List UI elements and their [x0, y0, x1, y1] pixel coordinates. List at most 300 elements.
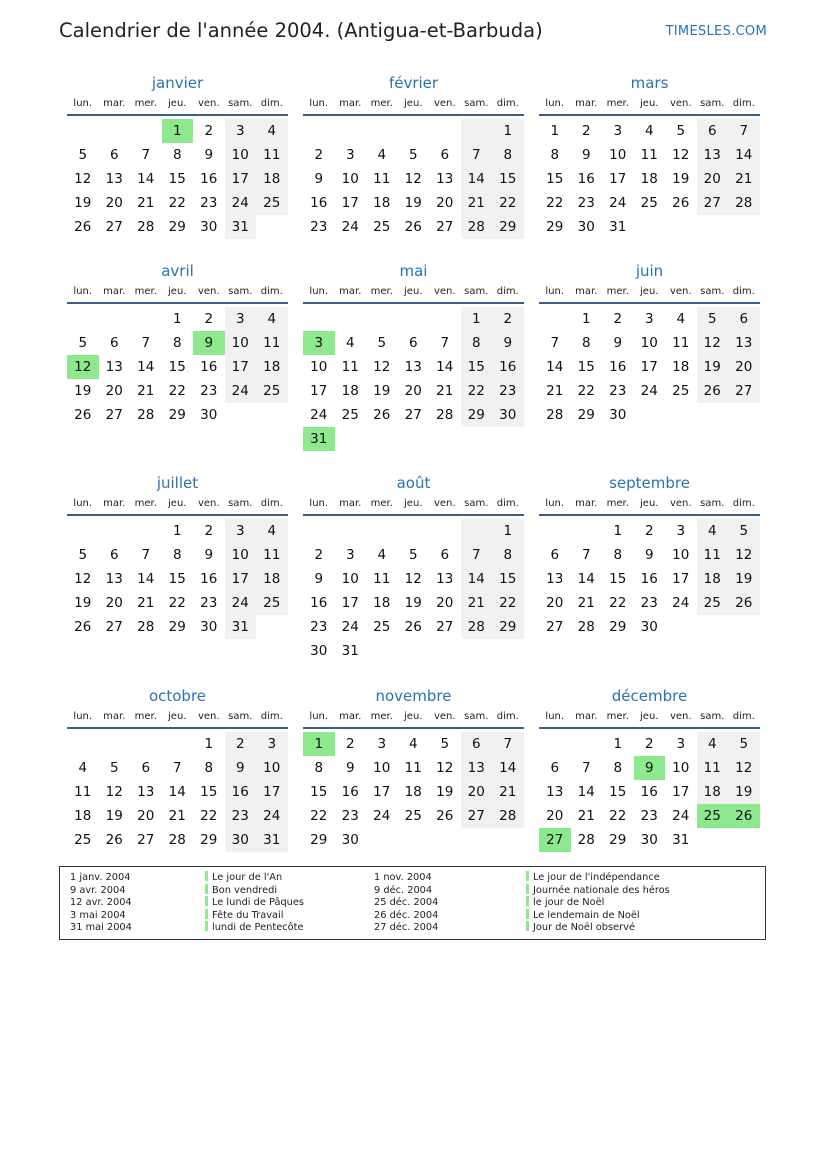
day-cell: 9 — [314, 571, 324, 587]
day-cell: 23 — [609, 383, 627, 399]
day-cell: 25 — [256, 379, 288, 403]
weekday-label: sam. — [464, 98, 489, 109]
day-cell: 14 — [137, 571, 155, 587]
day-cell: 1 — [461, 307, 493, 331]
weekday-label: dim. — [496, 286, 519, 297]
day-cell: 2 — [314, 547, 324, 563]
weekday-label: dim. — [260, 98, 283, 109]
day-cell: 29 — [310, 832, 328, 848]
day-cell: 29 — [168, 619, 186, 635]
weekday-label: lun. — [309, 286, 329, 297]
month-name: mai — [399, 262, 428, 280]
day-cell: 20 — [105, 595, 123, 611]
day-cell: 3 — [676, 736, 686, 752]
weekday-label: jeu. — [168, 286, 187, 297]
day-cell: 4 — [377, 147, 387, 163]
day-cell: 5 — [78, 147, 88, 163]
legend-holiday-name: Bon vendredi — [212, 884, 278, 896]
day-cell: 15 — [168, 571, 186, 587]
legend-holiday-name: Journée nationale des héros — [533, 884, 670, 896]
day-cell: 19 — [436, 784, 454, 800]
day-cell: 23 — [200, 383, 218, 399]
weekday-label: ven. — [433, 286, 456, 297]
day-grid — [303, 729, 524, 852]
month-2 — [539, 72, 760, 239]
weekday-label: lun. — [73, 286, 93, 297]
day-cell: 19 — [373, 383, 391, 399]
weekday-label: mer. — [370, 286, 393, 297]
day-cell: 8 — [172, 547, 182, 563]
day-cell: 10 — [256, 756, 288, 780]
legend-holiday — [205, 872, 282, 885]
month-name: juin — [635, 262, 664, 280]
month-name: août — [396, 474, 431, 492]
day-cell: 8 — [581, 335, 591, 351]
day-grid — [303, 304, 524, 451]
weekday-label: sam. — [464, 498, 489, 509]
day-cell: 14 — [461, 167, 493, 191]
day-cell: 21 — [137, 383, 155, 399]
day-cell: 15 — [609, 784, 627, 800]
day-grid — [303, 516, 524, 663]
day-cell: 19 — [728, 780, 760, 804]
day-cell: 10 — [341, 571, 359, 587]
day-cell: 13 — [728, 331, 760, 355]
holiday-day: 1 — [303, 732, 335, 756]
day-cell: 25 — [256, 591, 288, 615]
weekday-header — [67, 94, 288, 116]
day-cell: 26 — [105, 832, 123, 848]
day-cell: 8 — [613, 760, 623, 776]
weekday-header — [303, 707, 524, 729]
day-cell: 23 — [492, 379, 524, 403]
day-cell: 15 — [200, 784, 218, 800]
day-cell: 18 — [672, 359, 690, 375]
day-cell: 17 — [256, 780, 288, 804]
day-cell: 20 — [436, 195, 454, 211]
day-cell: 9 — [204, 147, 214, 163]
day-cell: 14 — [461, 567, 493, 591]
holiday-marker — [205, 884, 208, 894]
day-cell: 9 — [581, 147, 591, 163]
day-grid — [539, 729, 760, 852]
day-cell: 22 — [168, 595, 186, 611]
day-cell: 2 — [225, 732, 257, 756]
day-cell: 25 — [404, 808, 422, 824]
holiday-day: 9 — [634, 756, 666, 780]
month-3 — [67, 260, 288, 427]
day-cell: 31 — [256, 828, 288, 852]
empty-cell — [67, 732, 99, 756]
day-cell: 26 — [404, 219, 422, 235]
day-cell: 16 — [492, 355, 524, 379]
legend-holiday-name: Le jour de l'indépendance — [533, 872, 660, 883]
day-cell: 13 — [404, 359, 422, 375]
day-cell: 2 — [204, 123, 214, 139]
day-cell: 11 — [697, 756, 729, 780]
day-cell: 14 — [728, 143, 760, 167]
day-cell: 22 — [461, 379, 493, 403]
day-cell: 19 — [672, 171, 690, 187]
day-cell: 25 — [672, 383, 690, 399]
month-name: juillet — [156, 474, 199, 492]
day-cell: 30 — [310, 643, 328, 659]
month-10 — [303, 685, 524, 852]
weekday-label: lun. — [545, 98, 565, 109]
holiday-day: 9 — [193, 331, 225, 355]
day-cell: 30 — [200, 619, 218, 635]
day-cell: 15 — [492, 567, 524, 591]
weekday-label: sam. — [228, 98, 253, 109]
day-cell: 10 — [640, 335, 658, 351]
weekday-label: ven. — [669, 98, 692, 109]
day-cell: 28 — [546, 407, 564, 423]
day-cell: 29 — [546, 219, 564, 235]
month-name: décembre — [611, 687, 688, 705]
day-cell: 20 — [436, 595, 454, 611]
day-cell: 29 — [492, 615, 524, 639]
day-cell: 6 — [440, 147, 450, 163]
day-cell: 21 — [546, 383, 564, 399]
day-cell: 30 — [640, 832, 658, 848]
legend-holiday-name: Fête du Travail — [212, 909, 284, 921]
day-cell: 30 — [609, 407, 627, 423]
day-cell: 17 — [225, 355, 257, 379]
day-grid — [67, 304, 288, 427]
day-cell: 19 — [697, 355, 729, 379]
day-cell: 10 — [341, 171, 359, 187]
day-cell: 6 — [109, 335, 119, 351]
day-cell: 18 — [697, 567, 729, 591]
holiday-day: 27 — [539, 828, 571, 852]
day-cell: 9 — [492, 331, 524, 355]
day-cell: 27 — [105, 619, 123, 635]
day-cell: 18 — [341, 383, 359, 399]
month-11 — [539, 685, 760, 852]
weekday-label: mer. — [134, 286, 157, 297]
day-cell: 9 — [204, 547, 214, 563]
day-cell: 15 — [168, 359, 186, 375]
empty-cell — [398, 119, 430, 143]
day-cell: 16 — [225, 780, 257, 804]
day-cell: 20 — [546, 595, 564, 611]
weekday-label: sam. — [700, 98, 725, 109]
day-cell: 5 — [728, 519, 760, 543]
day-cell: 10 — [672, 547, 690, 563]
weekday-label: ven. — [669, 286, 692, 297]
day-cell: 30 — [492, 403, 524, 427]
day-cell: 14 — [137, 171, 155, 187]
day-cell: 18 — [640, 171, 658, 187]
day-cell: 2 — [492, 307, 524, 331]
day-cell: 28 — [461, 215, 493, 239]
day-cell: 22 — [609, 595, 627, 611]
weekday-label: dim. — [732, 711, 755, 722]
empty-cell — [67, 519, 99, 543]
day-cell: 16 — [200, 571, 218, 587]
day-cell: 22 — [546, 195, 564, 211]
day-cell: 23 — [310, 219, 328, 235]
day-cell: 27 — [728, 379, 760, 403]
day-cell: 21 — [461, 191, 493, 215]
empty-cell — [99, 519, 131, 543]
day-cell: 14 — [492, 756, 524, 780]
holiday-day: 25 — [697, 804, 729, 828]
day-cell: 17 — [609, 171, 627, 187]
day-cell: 29 — [609, 619, 627, 635]
legend-holiday — [205, 897, 304, 910]
day-cell: 18 — [697, 780, 729, 804]
day-cell: 17 — [341, 195, 359, 211]
day-cell: 23 — [310, 619, 328, 635]
day-cell: 13 — [105, 171, 123, 187]
weekday-label: jeu. — [404, 98, 423, 109]
month-0 — [67, 72, 288, 239]
day-cell: 10 — [373, 760, 391, 776]
day-cell: 6 — [697, 119, 729, 143]
empty-cell — [303, 519, 335, 543]
day-cell: 20 — [105, 383, 123, 399]
weekday-label: sam. — [700, 498, 725, 509]
day-cell: 11 — [640, 147, 658, 163]
weekday-label: dim. — [732, 98, 755, 109]
legend-date: 31 mai 2004 — [70, 922, 132, 933]
day-cell: 12 — [697, 331, 729, 355]
day-cell: 12 — [74, 571, 92, 587]
weekday-label: jeu. — [404, 498, 423, 509]
empty-cell — [539, 307, 571, 331]
day-grid — [67, 516, 288, 639]
weekday-header — [67, 707, 288, 729]
month-9 — [67, 685, 288, 852]
holiday-day: 31 — [303, 427, 335, 451]
day-cell: 14 — [577, 571, 595, 587]
weekday-label: sam. — [700, 711, 725, 722]
day-cell: 10 — [225, 543, 257, 567]
day-cell: 7 — [492, 732, 524, 756]
day-cell: 16 — [640, 571, 658, 587]
day-cell: 5 — [697, 307, 729, 331]
day-cell: 21 — [137, 595, 155, 611]
holiday-marker — [205, 909, 208, 919]
weekday-label: jeu. — [404, 286, 423, 297]
empty-cell — [539, 732, 571, 756]
weekday-label: ven. — [197, 498, 220, 509]
holiday-marker — [526, 871, 529, 881]
day-cell: 4 — [256, 307, 288, 331]
day-cell: 21 — [137, 195, 155, 211]
holiday-marker — [526, 884, 529, 894]
day-cell: 25 — [256, 191, 288, 215]
weekday-label: lun. — [545, 498, 565, 509]
weekday-label: jeu. — [640, 98, 659, 109]
day-cell: 12 — [404, 571, 422, 587]
weekday-header — [67, 282, 288, 304]
day-cell: 1 — [204, 736, 214, 752]
day-cell: 26 — [404, 619, 422, 635]
empty-cell — [130, 119, 162, 143]
holiday-day: 1 — [162, 119, 194, 143]
empty-cell — [99, 119, 131, 143]
holiday-day: 3 — [303, 331, 335, 355]
day-cell: 27 — [546, 619, 564, 635]
day-cell: 22 — [492, 591, 524, 615]
day-cell: 23 — [577, 195, 595, 211]
day-cell: 24 — [341, 619, 359, 635]
day-cell: 5 — [377, 335, 387, 351]
weekday-label: mar. — [103, 498, 126, 509]
empty-cell — [130, 519, 162, 543]
day-cell: 17 — [640, 359, 658, 375]
day-cell: 12 — [436, 760, 454, 776]
month-name: janvier — [151, 74, 204, 92]
holiday-marker — [205, 896, 208, 906]
day-cell: 3 — [644, 311, 654, 327]
day-cell: 5 — [728, 732, 760, 756]
legend-date: 12 avr. 2004 — [70, 897, 132, 908]
weekday-label: dim. — [260, 711, 283, 722]
day-cell: 24 — [609, 195, 627, 211]
day-cell: 23 — [200, 195, 218, 211]
weekday-label: mar. — [339, 286, 362, 297]
month-name: octobre — [148, 687, 207, 705]
day-cell: 18 — [256, 355, 288, 379]
holiday-day: 26 — [728, 804, 760, 828]
weekday-label: mar. — [103, 286, 126, 297]
day-cell: 16 — [310, 195, 328, 211]
weekday-label: mar. — [575, 498, 598, 509]
day-cell: 7 — [728, 119, 760, 143]
day-cell: 23 — [341, 808, 359, 824]
day-cell: 6 — [408, 335, 418, 351]
day-cell: 3 — [256, 732, 288, 756]
day-cell: 8 — [492, 543, 524, 567]
day-cell: 7 — [141, 547, 151, 563]
day-cell: 21 — [168, 808, 186, 824]
weekday-label: mer. — [606, 711, 629, 722]
day-cell: 4 — [676, 311, 686, 327]
day-cell: 22 — [609, 808, 627, 824]
weekday-header — [539, 494, 760, 516]
day-cell: 25 — [341, 407, 359, 423]
day-cell: 7 — [141, 147, 151, 163]
weekday-label: jeu. — [640, 286, 659, 297]
day-cell: 19 — [404, 595, 422, 611]
day-grid — [67, 116, 288, 239]
legend-holiday — [526, 872, 660, 885]
day-cell: 10 — [609, 147, 627, 163]
brand-link[interactable]: TIMESLES.COM — [665, 24, 767, 39]
day-cell: 12 — [373, 359, 391, 375]
empty-cell — [130, 732, 162, 756]
holiday-marker — [526, 909, 529, 919]
holiday-marker — [205, 921, 208, 931]
day-cell: 11 — [341, 359, 359, 375]
day-cell: 30 — [200, 219, 218, 235]
day-cell: 16 — [200, 171, 218, 187]
day-cell: 2 — [644, 736, 654, 752]
day-cell: 24 — [256, 804, 288, 828]
day-cell: 6 — [728, 307, 760, 331]
day-cell: 30 — [200, 407, 218, 423]
day-cell: 12 — [404, 171, 422, 187]
day-cell: 25 — [373, 219, 391, 235]
day-cell: 1 — [492, 119, 524, 143]
day-cell: 21 — [577, 595, 595, 611]
weekday-label: dim. — [732, 498, 755, 509]
weekday-label: mer. — [370, 711, 393, 722]
day-cell: 7 — [461, 143, 493, 167]
day-cell: 19 — [74, 595, 92, 611]
day-cell: 6 — [550, 760, 560, 776]
weekday-label: jeu. — [640, 711, 659, 722]
weekday-label: mar. — [339, 711, 362, 722]
day-cell: 12 — [728, 756, 760, 780]
day-cell: 18 — [256, 167, 288, 191]
empty-cell — [429, 307, 461, 331]
day-cell: 4 — [697, 732, 729, 756]
day-cell: 24 — [225, 191, 257, 215]
day-cell: 11 — [256, 543, 288, 567]
day-cell: 13 — [105, 359, 123, 375]
empty-cell — [461, 519, 493, 543]
day-grid — [539, 116, 760, 239]
day-cell: 14 — [436, 359, 454, 375]
weekday-label: ven. — [197, 286, 220, 297]
weekday-label: mer. — [606, 286, 629, 297]
day-cell: 17 — [225, 167, 257, 191]
weekday-label: ven. — [197, 98, 220, 109]
day-cell: 4 — [256, 519, 288, 543]
legend-date: 25 déc. 2004 — [374, 897, 439, 908]
day-cell: 31 — [609, 219, 627, 235]
weekday-label: dim. — [496, 711, 519, 722]
day-cell: 7 — [440, 335, 450, 351]
day-cell: 10 — [672, 760, 690, 776]
weekday-label: mar. — [103, 98, 126, 109]
day-cell: 12 — [74, 171, 92, 187]
day-cell: 16 — [609, 359, 627, 375]
weekday-label: lun. — [73, 98, 93, 109]
day-cell: 20 — [105, 195, 123, 211]
weekday-label: dim. — [732, 286, 755, 297]
day-cell: 17 — [310, 383, 328, 399]
day-cell: 16 — [577, 171, 595, 187]
legend-holiday-name: Le lundi de Pâques — [212, 897, 305, 908]
day-grid — [539, 516, 760, 639]
day-cell: 8 — [172, 147, 182, 163]
day-cell: 21 — [436, 383, 454, 399]
day-cell: 27 — [697, 191, 729, 215]
day-cell: 14 — [546, 359, 564, 375]
day-cell: 31 — [225, 615, 257, 639]
weekday-label: mar. — [339, 98, 362, 109]
weekday-header — [539, 707, 760, 729]
day-cell: 13 — [137, 784, 155, 800]
day-cell: 11 — [373, 171, 391, 187]
day-cell: 8 — [492, 143, 524, 167]
day-cell: 24 — [373, 808, 391, 824]
weekday-label: ven. — [669, 711, 692, 722]
day-cell: 20 — [728, 355, 760, 379]
month-4 — [303, 260, 524, 451]
day-cell: 6 — [109, 147, 119, 163]
day-cell: 15 — [609, 571, 627, 587]
legend-date: 3 mai 2004 — [70, 909, 126, 921]
legend-holiday-name: Le jour de l'An — [212, 872, 283, 883]
weekday-label: dim. — [260, 286, 283, 297]
weekday-label: mer. — [606, 498, 629, 509]
